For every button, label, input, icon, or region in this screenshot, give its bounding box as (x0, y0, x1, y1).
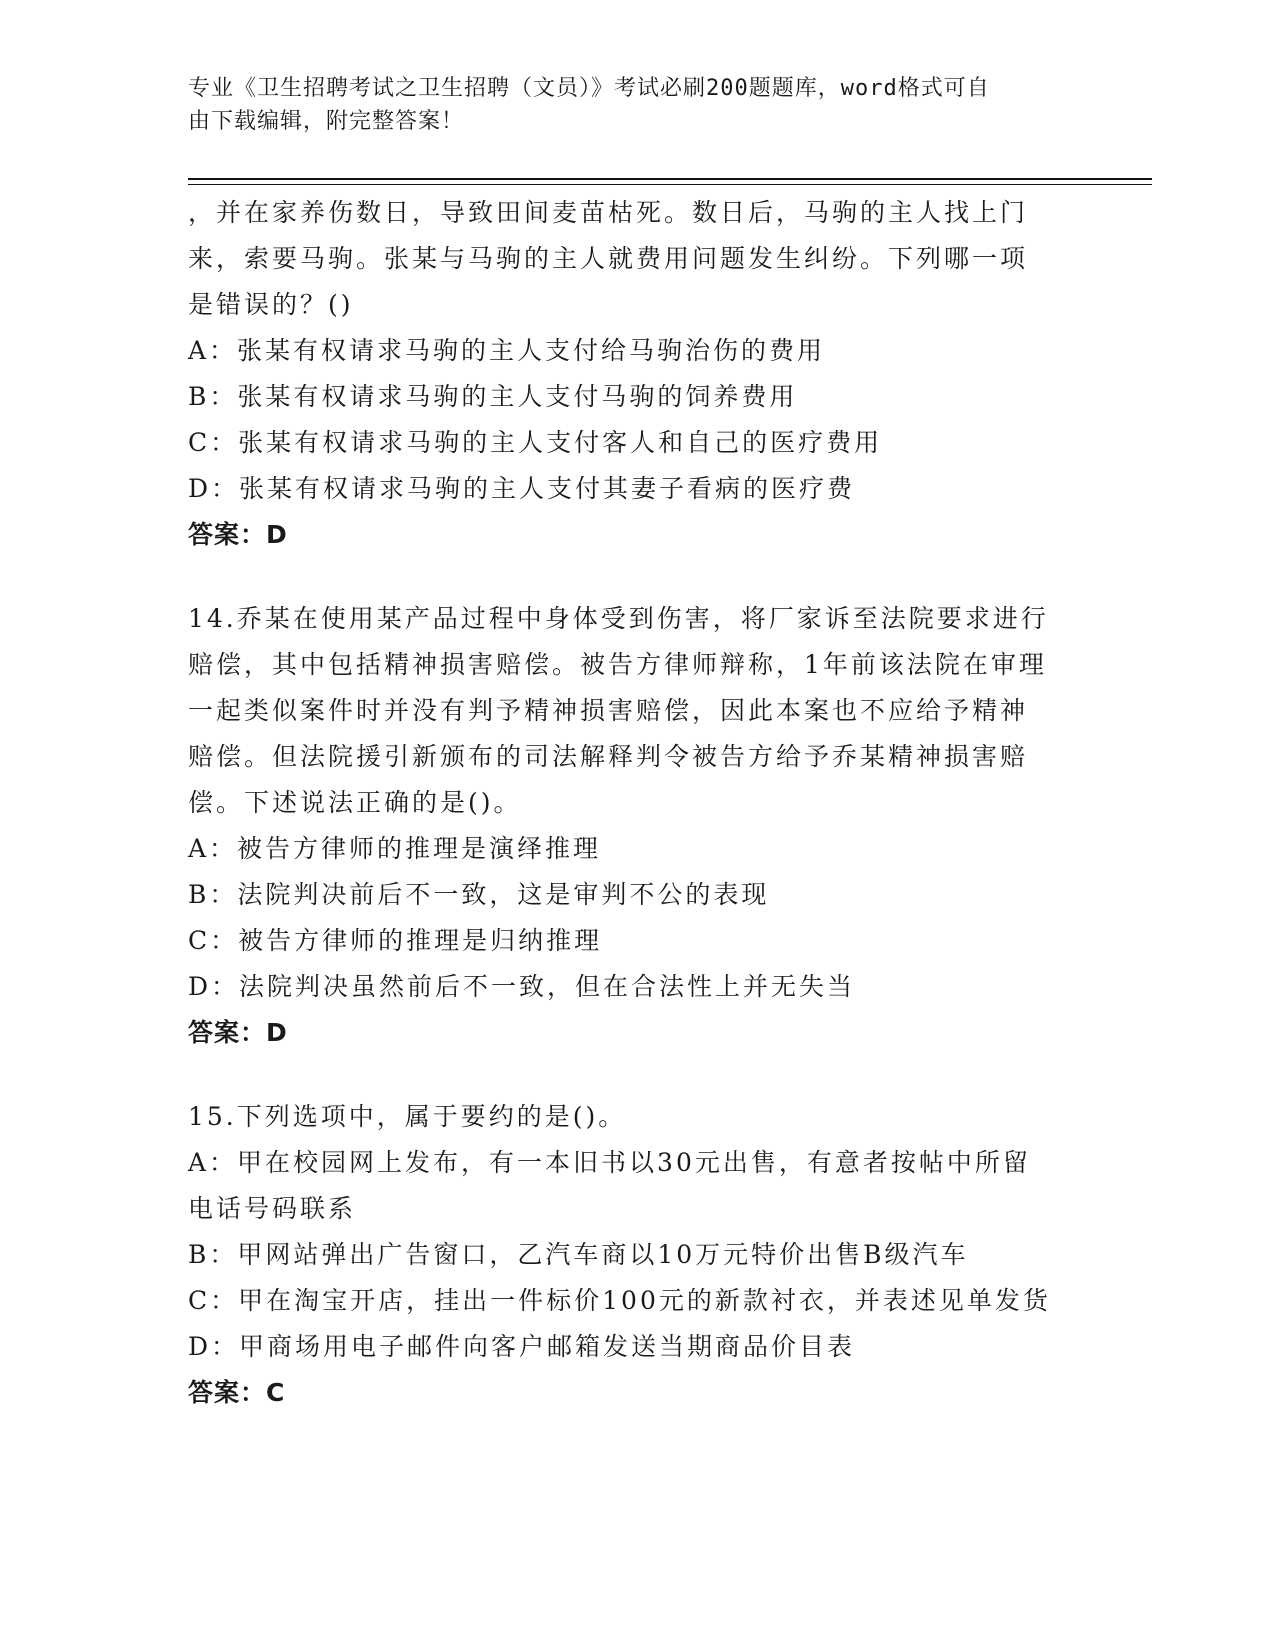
spacer (188, 1056, 1088, 1094)
question-14 (188, 596, 1088, 1056)
question-stem-line: 是错误的？() (188, 290, 354, 319)
answer-line: 答案：D (188, 520, 288, 549)
question-stem-line: 赔偿。但法院援引新颁布的司法解释判令被告方给予乔某精神损害赔 (188, 742, 1029, 771)
header-line-2: 由下载编辑，附完整答案！ (188, 109, 465, 134)
question-stem-line: ，并在家养伤数日，导致田间麦苗枯死。数日后，马驹的主人找上门 (188, 198, 1029, 227)
option-a-continued: 电话号码联系 (188, 1194, 357, 1223)
option-b: B：甲网站弹出广告窗口，乙汽车商以10万元特价出售B级汽车 (188, 1240, 969, 1269)
option-c: C：被告方律师的推理是归纳推理 (188, 926, 603, 955)
option-c: C：张某有权请求马驹的主人支付客人和自己的医疗费用 (188, 428, 883, 457)
option-a: A：张某有权请求马驹的主人支付给马驹治伤的费用 (188, 336, 826, 365)
document-header (188, 72, 1068, 138)
answer-line: 答案：C (188, 1378, 286, 1407)
spacer (188, 558, 1088, 596)
option-a: A：甲在校园网上发布，有一本旧书以30元出售，有意者按帖中所留 (188, 1148, 1031, 1177)
question-list (188, 190, 1088, 1416)
question-stem-line: 15.下列选项中，属于要约的是()。 (188, 1102, 627, 1131)
answer-line: 答案：D (188, 1018, 288, 1047)
option-d: D：甲商场用电子邮件向客户邮箱发送当期商品价目表 (188, 1332, 856, 1361)
option-b: B：法院判决前后不一致，这是审判不公的表现 (188, 880, 770, 909)
question-15 (188, 1094, 1088, 1416)
option-c: C：甲在淘宝开店，挂出一件标价100元的新款衬衣，并表述见单发货 (188, 1286, 1051, 1315)
header-divider-thin (188, 184, 1152, 185)
option-d: D：张某有权请求马驹的主人支付其妻子看病的医疗费 (188, 474, 856, 503)
question-stem-line: 14.乔某在使用某产品过程中身体受到伤害，将厂家诉至法院要求进行 (188, 604, 1049, 633)
question-13 (188, 190, 1088, 558)
question-stem-line: 赔偿，其中包括精神损害赔偿。被告方律师辩称，1年前该法院在审理 (188, 650, 1047, 679)
header-divider-thick (188, 178, 1152, 180)
question-stem-line: 一起类似案件时并没有判予精神损害赔偿，因此本案也不应给予精神 (188, 696, 1029, 725)
option-b: B：张某有权请求马驹的主人支付马驹的饲养费用 (188, 382, 798, 411)
question-stem-line: 偿。下述说法正确的是()。 (188, 788, 522, 817)
option-d: D：法院判决虽然前后不一致，但在合法性上并无失当 (188, 972, 856, 1001)
option-a: A：被告方律师的推理是演绎推理 (188, 834, 602, 863)
header-line-1: 专业《卫生招聘考试之卫生招聘（文员）》考试必刷200题题库，word格式可自 (188, 76, 990, 101)
question-stem-line: 来，索要马驹。张某与马驹的主人就费用问题发生纠纷。下列哪一项 (188, 244, 1029, 273)
